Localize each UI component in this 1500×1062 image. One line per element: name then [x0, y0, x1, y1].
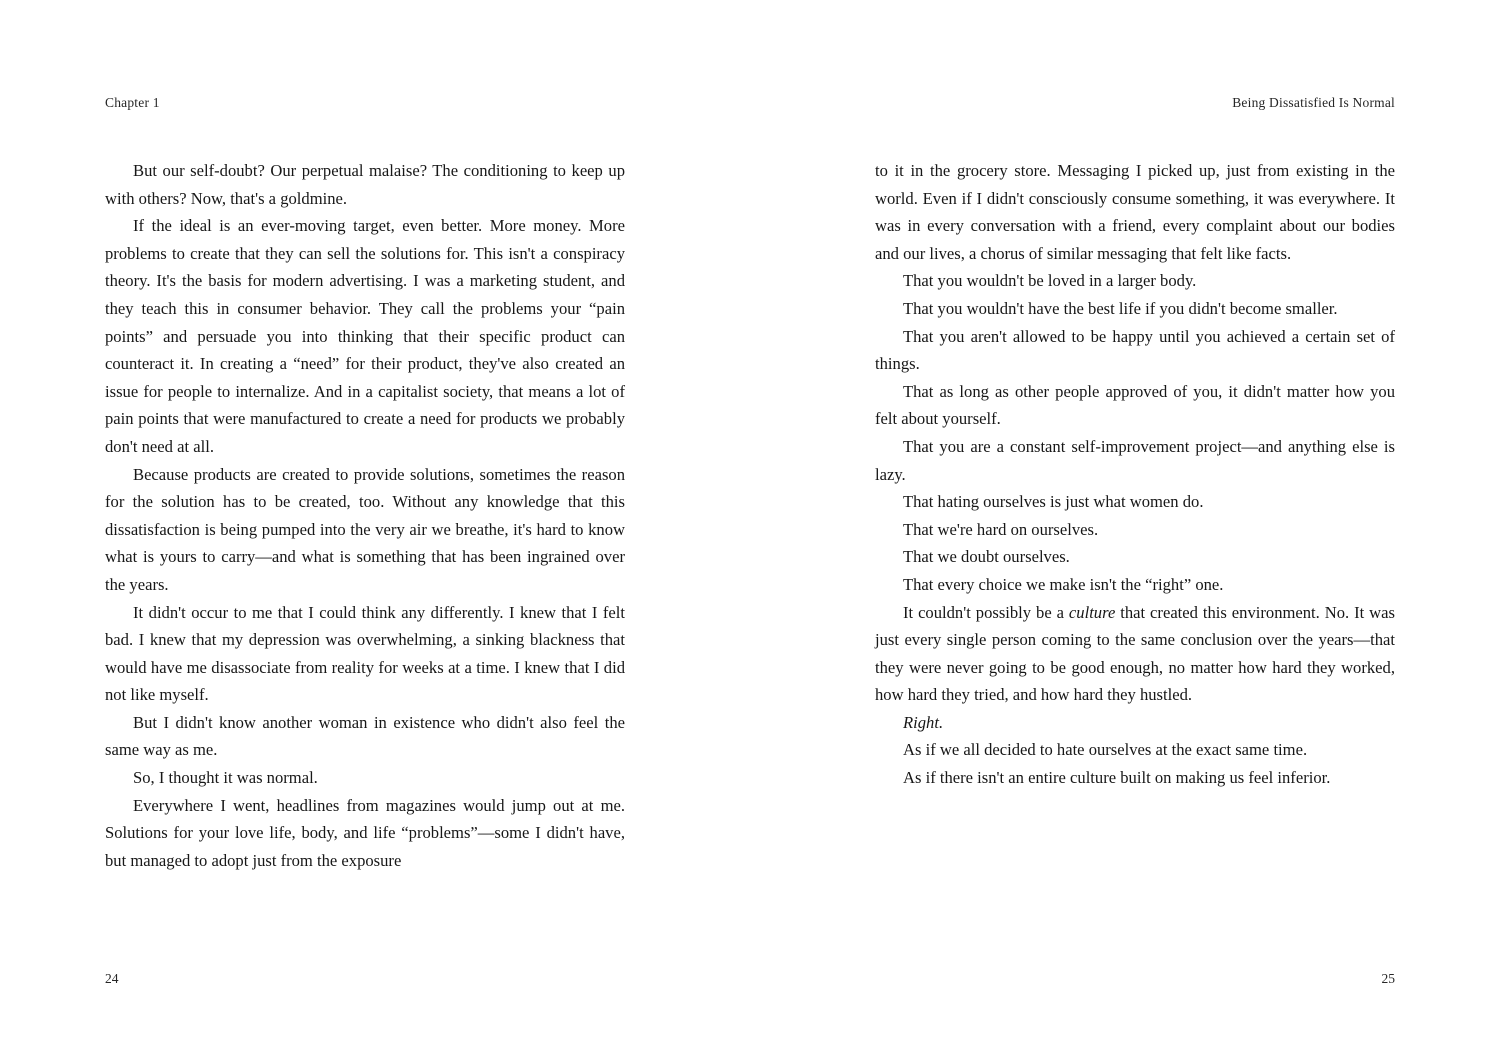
page-right [875, 95, 1395, 987]
paragraph: But our self-doubt? Our perpetual malaise? The conditioning to keep up with others? Now, that's a goldmine. [105, 161, 625, 208]
paragraph-with-italic: It couldn't possibly be a culture that created this environment. No. It was just every single person coming to the same conclusion over the years—that they were never going to be good enough, no matter how hard they worked, how hard they tried, and how hard they hustled. [875, 602, 1395, 705]
paragraph: That we're hard on ourselves. [903, 519, 1099, 539]
running-head-left: Chapter 1 [105, 95, 160, 110]
running-head-right: Being Dissatisfied Is Normal [1232, 95, 1395, 110]
page-number-left: 24 [105, 971, 119, 986]
paragraph: That you are a constant self-improvement project—and anything else is lazy. [875, 436, 1395, 484]
paragraph: That hating ourselves is just what women do. [903, 492, 1204, 512]
paragraph-italic [875, 709, 1395, 737]
paragraph: If the ideal is an ever-moving target, even better. More money. More problems to create that they can sell the solutions for. This isn't a conspiracy theory. It's the basis for modern advertising. I was a marketing student, and they teach this in consumer behavior. They call the problems your “pain points” and persuade you into thinking that their specific product can counteract it. In creating a “need” for their product, they've also created an issue for people to internalize. And in a capitalist society, that means a lot of pain points that were manufactured to create a need for products we probably don't need at all. [105, 216, 625, 456]
paragraph: That we doubt ourselves. [903, 547, 1070, 567]
paragraph: That you wouldn't have the best life if you didn't become smaller. [903, 298, 1338, 318]
paragraph: But I didn't know another woman in existence who didn't also feel the same way as me. [105, 712, 625, 760]
body-text-left [105, 157, 625, 987]
italic-word: Right. [903, 712, 944, 732]
paragraph: That you aren't allowed to be happy until you achieved a certain set of things. [875, 326, 1395, 374]
paragraph: That every choice we make isn't the “right” one. [903, 574, 1224, 594]
paragraph: Because products are created to provide solutions, sometimes the reason for the solution has to be created, too. Without any knowledge that this dissatisfaction is being pumped into the very air we breathe, it's hard to know what is yours to carry—and what is something that has been ingrained over the years. [105, 464, 625, 594]
paragraph: It didn't occur to me that I could think any differently. I knew that I felt bad. I knew that my depression was overwhelming, a sinking blackness that would have me disassociate from reality for weeks at a time. I knew that I did not like myself. [105, 602, 625, 705]
paragraph: to it in the grocery store. Messaging I picked up, just from existing in the world. Even if I didn't consciously consume something, it was everywhere. It was in every conversation with a friend, every complaint about our bodies and our lives, a chorus of similar messaging that felt like facts. [875, 161, 1395, 263]
page-left [105, 95, 625, 987]
paragraph: So, I thought it was normal. [133, 768, 318, 788]
paragraph: That as long as other people approved of you, it didn't matter how you felt about yourself. [875, 381, 1395, 429]
paragraph: Everywhere I went, headlines from magazines would jump out at me. Solutions for your love life, body, and life “problems”—some I didn't have, but managed to adopt just from the exposure [105, 795, 625, 870]
paragraph: As if we all decided to hate ourselves at the exact same time. [903, 740, 1308, 760]
body-text-right [875, 157, 1395, 987]
page-number-right: 25 [1381, 971, 1395, 986]
paragraph: As if there isn't an entire culture built on making us feel inferior. [903, 768, 1331, 788]
italic-word: culture [1068, 602, 1116, 622]
paragraph: That you wouldn't be loved in a larger body. [903, 271, 1197, 291]
